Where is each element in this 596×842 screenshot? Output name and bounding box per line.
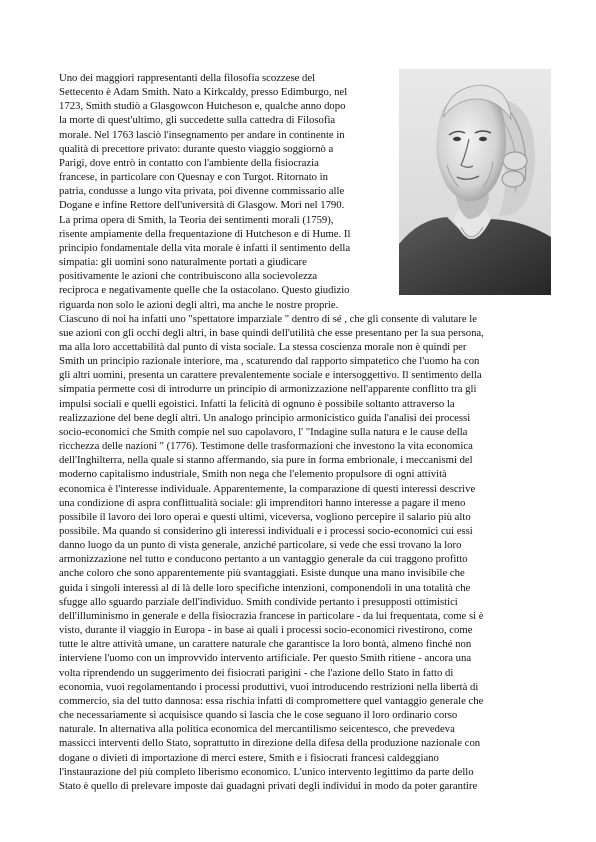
text-line: Smith un principio razionale interiore, ma , scaturendo dal rapporto simpatetico che l'uomo ha con (59, 355, 480, 368)
text-line: gli altri uomini, presenta un carattere prevalentemente sociale e intersoggettivo. Il sentimento della (59, 369, 482, 382)
text-line: massicci interventi dello Stato, soprattutto in direzione della difesa della produzione nazionale con (59, 737, 481, 750)
text-line: visto, durante il viaggio in Europa - in base ai quali i processi socio-economici rivestirono, come (59, 624, 473, 637)
text-line: sue azioni con gli occhi degli altri, in base quindi dell'utilità che esse presentano per la sua persona, (59, 326, 484, 339)
text-line: Settecento è Adam Smith. Nato a Kirkcaldy, presso Edimburgo, nel (59, 86, 348, 99)
text-line: dell'illuminismo in generale e della fisiocrazia francese in particolare - da lui frequentata, come si è (59, 609, 484, 622)
text-line: simpatia: gli uomini sono naturalmente portati a giudicare (59, 256, 307, 269)
text-line: la morte di quest'ultimo, gli succedette sulla cattedra di Filosofia (59, 114, 336, 127)
paragraph-body (59, 312, 549, 793)
text-line: principio fondamentale della vita morale è infatti il sentimento della (59, 241, 351, 254)
text-line: risente ampiamente della frequentazione di Hutcheson e di Hume. Il (59, 227, 351, 240)
text-line: moderno capitalismo industriale, Smith non nega che l'elemento propulsore di ogni attività (59, 468, 447, 481)
text-line: reciproca e negativamente quelle che la ostacolano. Questo giudizio (59, 284, 350, 297)
text-line: impulsi sociali e quelli egoistici. Infatti la felicità di ognuno è possibile soltanto attraverso la (59, 397, 455, 410)
text-line: commercio, sia del tutto dannosa: essa rischia infatti di compromettere quel vantaggio generale che (59, 694, 484, 707)
text-line: una condizione di aspra conflittualità sociale: gli imprenditori hanno interesse a pagare il meno (59, 496, 466, 509)
text-line: economia, vuoi regolamentando i processi produttivi, vuoi introducendo restrizioni nella libertà di (59, 680, 479, 693)
text-line: 1723, Smith studiò a Glasgowcon Hutcheson e, qualche anno dopo (59, 100, 346, 113)
text-line: Ciascuno di noi ha infatti uno "spettatore imparziale " dentro di sé , che gli consente di valutare le (59, 312, 477, 325)
text-line: ma alla loro accettabilità dal punto di vista sociale. La stessa coscienza morale non è quindi per (59, 340, 467, 353)
text-line: Uno dei maggiori rappresentanti della filosofia scozzese del (59, 72, 316, 84)
text-line: Parigi, dove entrò in contatto con l'ambiente della fisiocrazia (59, 156, 319, 169)
text-line: possibile. Ma quando si considerino gli interessi individuali e i processi socio-economici cui essi (59, 525, 473, 537)
text-line: naturale. In alternativa alla politica economica del mercantilismo seicentesco, che prevedeva (59, 723, 455, 736)
portrait-image (399, 69, 551, 295)
article-body (59, 71, 549, 793)
text-line: dell'Inghilterra, nella quale si stanno affermando, sia pure in forma embrionale, i meccanismi del (59, 454, 473, 467)
text-line: danno luogo da un punto di vista generale, anziché particolare, si vede che essi trovano la loro (59, 539, 462, 552)
text-line: armonizzazione nel tutto e conducono pertanto a un vantaggio generale da cui traggono profitto (59, 553, 468, 566)
text-line: guida i singoli interessi al di là delle loro specifiche intenzioni, componendoli in una totalità che (59, 581, 471, 594)
text-line: Stato è quello di prelevare imposte dai guadagni privati degli individui in modo da poter garantire (59, 779, 478, 792)
text-line: ricchezza delle nazioni " (1776). Testimone delle trasformazioni che investono la vita economica (59, 440, 473, 453)
text-line: qualità di precettore privato: durante questo viaggio soggiornò a (59, 142, 334, 155)
text-line: socio-economici che Smith compie nel suo capolavoro, l' "Indagine sulla natura e le cause della (59, 425, 468, 438)
text-line: anche coloro che sono apparentemente più svantaggiati. Esiste dunque una mano invisibile che (59, 567, 465, 580)
adam-smith-portrait (399, 69, 551, 295)
text-line: positivamente le azioni che contribuiscono alla socievolezza (59, 270, 318, 283)
text-line: volta riprendendo un suggerimento dei fisiocrati parigini - che l'azione dello Stato in fatto di (59, 666, 454, 679)
text-line: Dogane e infine Rettore dell'università di Glasgow. Morì nel 1790. (59, 199, 345, 212)
text-line: dogane o divieti di importazione di merci estere, Smith e i fisiocrati francesi caldeggiano (59, 751, 439, 764)
text-line: francese, in particolare con Quesnay e con Turgot. Ritornato in (59, 171, 328, 184)
text-line: possibile il lavoro dei loro operai e questi ultimi, viceversa, vogliono percepire il salario più alto (59, 510, 471, 523)
text-line: interviene l'uomo con un improvvido intervento artificiale. Per questo Smith ritiene - ancora una (59, 652, 472, 665)
text-line: che necessariamente si acquisisce quando si lascia che le cose seguano il loro ordinario corso (59, 709, 458, 722)
text-line: l'instaurazione del più completo liberismo economico. L'unico intervento legittimo da parte dello (59, 765, 474, 778)
text-line: economica è l'interesse individuale. Apparentemente, la comparazione di questi interessi descrive (59, 482, 476, 495)
text-line: morale. Nel 1763 lasciò l'insegnamento per andare in continente in (59, 128, 345, 141)
text-line: sfugge allo sguardo parziale dell'individuo. Smith condivide pertanto i presupposti ottimistici (59, 595, 458, 608)
text-line: realizzazione del bene degli altri. Un analogo principio armonicistico guida l'analisi dei processi (59, 411, 471, 424)
text-line: tutte le altre attività umane, un carattere naturale che garantisce la loro bontà, almeno finché non (59, 638, 472, 651)
text-line: riguarda non solo le azioni degli altri, ma anche le nostre proprie. (59, 298, 339, 311)
text-line: La prima opera di Smith, la Teoria dei sentimenti morali (1759), (59, 213, 334, 226)
text-line: simpatia permette così di introdurre un principio di armonizzazione nell'apparente conflitto tra gli (59, 383, 477, 396)
text-line: patria, condusse a lungo vita privata, poi divenne commissario alle (59, 185, 345, 198)
